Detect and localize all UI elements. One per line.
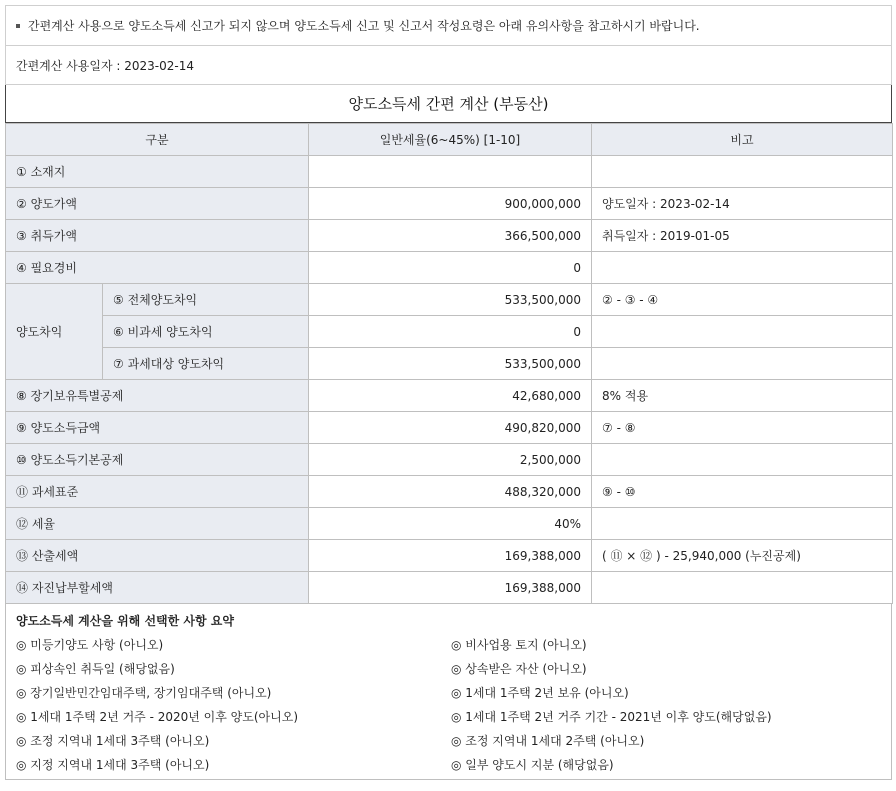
table-row [6, 220, 893, 252]
row-value: 169,388,000 [309, 572, 592, 604]
bullet-icon [16, 24, 20, 28]
summary-item: ◎ 1세대 1주택 2년 거주 기간 - 2021년 이후 양도(해당없음) [451, 710, 772, 724]
row-value: 490,820,000 [309, 412, 592, 444]
row-note [592, 156, 893, 188]
header-category: 구분 [6, 124, 309, 156]
row-note: ( ⑪ × ⑫ ) - 25,940,000 (누진공제) [592, 540, 893, 572]
row-value: 0 [309, 252, 592, 284]
summary-item: ◎ 지정 지역내 1세대 3주택 (아니오) [16, 758, 210, 772]
calculation-table [5, 123, 893, 604]
summary-item: ◎ 1세대 1주택 2년 거주 - 2020년 이후 양도(아니오) [16, 710, 299, 724]
table-row [6, 316, 893, 348]
table-header-row [6, 124, 893, 156]
summary-item: ◎ 미등기양도 사항 (아니오) [16, 638, 164, 652]
summary-item: ◎ 장기일반민간임대주택, 장기임대주택 (아니오) [16, 686, 272, 700]
row-label: ⑥ 비과세 양도차익 [103, 316, 309, 348]
row-note [592, 252, 893, 284]
row-note: ② - ③ - ④ [592, 284, 893, 316]
row-value: 2,500,000 [309, 444, 592, 476]
table-row [6, 156, 893, 188]
row-value: 533,500,000 [309, 284, 592, 316]
summary-item: ◎ 조정 지역내 1세대 2주택 (아니오) [451, 734, 645, 748]
usage-date-text: 간편계산 사용일자 : 2023-02-14 [16, 58, 194, 73]
table-row [6, 252, 893, 284]
row-value: 0 [309, 316, 592, 348]
row-label: ⑤ 전체양도차익 [103, 284, 309, 316]
gain-group-label: 양도차익 [6, 284, 103, 380]
row-value: 366,500,000 [309, 220, 592, 252]
table-row [6, 444, 893, 476]
table-row [6, 540, 893, 572]
row-label: ② 양도가액 [6, 188, 309, 220]
summary-item: ◎ 1세대 1주택 2년 보유 (아니오) [451, 686, 629, 700]
row-label: ⑦ 과세대상 양도차익 [103, 348, 309, 380]
calculation-page [5, 5, 892, 780]
row-note: ⑦ - ⑧ [592, 412, 893, 444]
summary-item: ◎ 조정 지역내 1세대 3주택 (아니오) [16, 734, 210, 748]
row-value: 900,000,000 [309, 188, 592, 220]
table-row [6, 284, 893, 316]
summary-item: ◎ 피상속인 취득일 (해당없음) [16, 662, 175, 676]
table-row [6, 476, 893, 508]
row-label: ⑧ 장기보유특별공제 [6, 380, 309, 412]
summary-item: ◎ 비사업용 토지 (아니오) [451, 638, 587, 652]
summary-item: ◎ 일부 양도시 지분 (해당없음) [451, 758, 614, 772]
selection-summary [5, 604, 892, 780]
row-label: ⑨ 양도소득금액 [6, 412, 309, 444]
row-value: 533,500,000 [309, 348, 592, 380]
row-value: 42,680,000 [309, 380, 592, 412]
row-value [309, 156, 592, 188]
header-note: 비고 [592, 124, 893, 156]
row-note [592, 348, 893, 380]
row-note [592, 316, 893, 348]
row-note: ⑨ - ⑩ [592, 476, 893, 508]
row-note [592, 444, 893, 476]
page-title: 양도소득세 간편 계산 (부동산) [5, 85, 892, 123]
row-label: ④ 필요경비 [6, 252, 309, 284]
row-note: 8% 적용 [592, 380, 893, 412]
summary-item: ◎ 상속받은 자산 (아니오) [451, 662, 587, 676]
row-value: 169,388,000 [309, 540, 592, 572]
notice-box [5, 5, 892, 45]
row-label: ⑭ 자진납부할세액 [6, 572, 309, 604]
row-label: ⑬ 산출세액 [6, 540, 309, 572]
row-note [592, 572, 893, 604]
table-row [6, 412, 893, 444]
row-note: 양도일자 : 2023-02-14 [592, 188, 893, 220]
row-note: 취득일자 : 2019-01-05 [592, 220, 893, 252]
row-label: ⑩ 양도소득기본공제 [6, 444, 309, 476]
row-note [592, 508, 893, 540]
table-row [6, 380, 893, 412]
row-label: ③ 취득가액 [6, 220, 309, 252]
summary-title: 양도소득세 계산을 위해 선택한 사항 요약 [16, 614, 234, 628]
row-value: 488,320,000 [309, 476, 592, 508]
row-value: 40% [309, 508, 592, 540]
table-row [6, 572, 893, 604]
table-row [6, 188, 893, 220]
row-label: ⑪ 과세표준 [6, 476, 309, 508]
table-row [6, 348, 893, 380]
notice-text: 간편계산 사용으로 양도소득세 신고가 되지 않으며 양도소득세 신고 및 신고서 작성요령은 아래 유의사항을 참고하시기 바랍니다. [28, 19, 700, 33]
summary-grid [16, 637, 881, 773]
row-label: ① 소재지 [6, 156, 309, 188]
row-label: ⑫ 세율 [6, 508, 309, 540]
usage-date [5, 45, 892, 85]
table-row [6, 508, 893, 540]
header-general-rate: 일반세율(6~45%) [1-10] [309, 124, 592, 156]
